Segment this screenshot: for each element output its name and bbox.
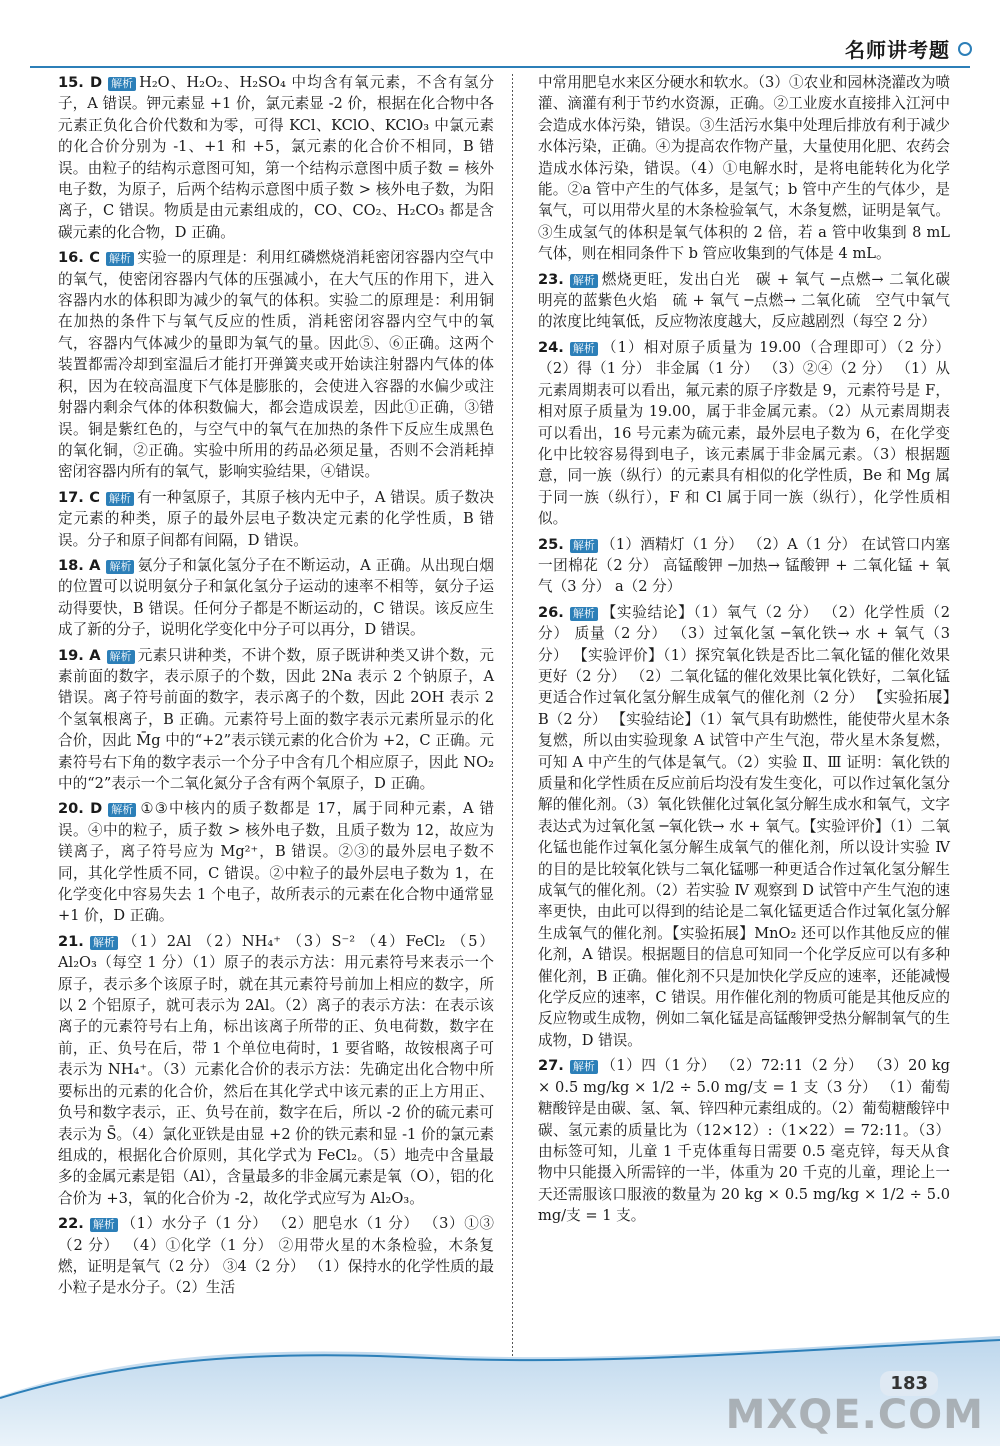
answer-number: 20. D: [58, 800, 103, 818]
analysis-tag: 解析: [570, 607, 598, 621]
watermark-logo: MXQE.COM: [725, 1392, 984, 1438]
answer-number: 24.: [538, 338, 564, 356]
page-number: 183: [880, 1371, 938, 1396]
answer-text: 中常用肥皂水来区分硬水和软水。（3）①农业和园林浇灌改为喷灌、滴灌有利于节约水资源，正确。②工业废水直接排入江河中会造成水体污染，错误。③生活污水集中处理后排放有利于减少水体污染，正确。④为提高农作物产量，大量使用化肥、农药会造成水体污染，错误。（4）①电解水时，是将电能转化为化学能。②a 管中产生的气体多，是氢气；b 管中产生的气体少，是氧气，可以用带火星的木条检验氧气，木条复燃，证明是氧气。③生成氢气的体积是氧气体积的 2 倍，若 a 管中收集到 8 mL 气体，则在相同条件下 b 管应收集到的气体是 4 mL。: [538, 74, 950, 263]
answer-text: ①③中核内的质子数都是 17，属于同种元素，A 错误。④中的粒子，质子数 > 核外电子数，且质子数为 12，故应为镁离子，离子符号应为 Mg²⁺，B 错误。②③的最外层电子数不同，其化学性质不同，C 错误。②中粒子的最外层电子数为 1，在化学变化中容易失去 1 个电子，故所表示的元素在化合物中通常显 +1 价，D 正确。: [58, 800, 494, 925]
answer-number: 25.: [538, 535, 564, 553]
answer-item: [538, 534, 950, 598]
analysis-tag: 解析: [90, 1218, 118, 1232]
answer-item: [58, 931, 494, 1209]
page-header: [845, 34, 972, 63]
answer-item: [58, 487, 494, 551]
right-column: [538, 72, 965, 1231]
header-rule: [30, 66, 970, 68]
answer-text: （1）四（1 分） （2）72:11（2 分） （3）20 kg × 0.5 mg/kg × 1/2 ÷ 5.0 mg/支 = 1 支（3 分） （1）葡萄糖酸锌是由碳、氢、氧、锌四种元素组成的。（2）葡萄糖酸锌中碳、氢元素的质量比为（12×12）:（1×22）= 72:11。（3）由标签可知，儿童 1 千克体重每日需要 0.5 毫克锌，每天从食物中只能摄入所需锌的一半，体重为 20 千克的儿童，理论上一天还需服该口服液的数量为 20 kg × 0.5 mg/kg × 1/2 ÷ 5.0 mg/支 = 1 支。: [538, 1057, 950, 1225]
answer-item: [538, 1055, 950, 1226]
answer-item: [58, 1213, 494, 1299]
answer-item: [58, 72, 494, 243]
left-column: [58, 72, 494, 1303]
analysis-tag: 解析: [570, 342, 598, 356]
answer-text: 【实验结论】（1）氧气（2 分） （2）化学性质（2 分） 质量（2 分） （3）过氧化氢 ─氧化铁→ 水 + 氧气（3 分） 【实验评价】（1）探究氧化铁是否比二氧化锰的催化效果更好（2 分） （2）二氧化锰的催化效果比氧化铁好，二氧化锰更适合作过氧化氢分解生成氧气的催化剂（2 分） 【实验拓展】B（2 分） 【实验结论】（1）氧气具有助燃性，能使带火星木条复燃，所以由实验现象 A 试管中产生气泡，带火星木条复燃，可知 A 中产生的气体是氧气。（2）实验 Ⅱ、Ⅲ 证明：氧化铁的质量和化学性质在反应前后均没有发生变化，可以作过氧化氢分解的催化剂。（3）氧化铁催化过氧化氢分解生成水和氧气，文字表达式为过氧化氢 ─氧化铁→ 水 + 氧气。【实验评价】（1）二氧化锰也能作过氧化氢分解生成氧气的催化剂，所以设计实验 Ⅳ 的目的是比较氧化铁与二氧化锰哪一种更适合作过氧化氢分解生成氧气的催化剂。（2）若实验 Ⅳ 观察到 D 试管中产生气泡的速率更快，由此可以得到的结论是二氧化锰更适合作过氧化氢分解生成氧气的催化剂。【实验拓展】MnO₂ 还可以作其他反应的催化剂，A 错误。根据题目的信息可知同一个化学反应可以有多种催化剂，B 正确。催化剂不只是加快化学反应的速率，还能减慢化学反应的速率，C 错误。用作催化剂的物质可能是其他反应的反应物或生成物，例如二氧化锰是高锰酸钾受热分解制氧气的生成物，D 错误。: [538, 603, 950, 1049]
answer-text: （1）2Al （2）NH₄⁺ （3）S⁻² （4）FeCl₂ （5）Al₂O₃（每空 1 分）（1）原子的表示方法：用元素符号来表示一个原子，表示多个该原子时，就在其元素符号前加上相应的数字，所以 2 个铝原子，就可表示为 2Al。（2）离子的表示方法：在表示该离子的元素符号右上角，标出该离子所带的正、负电荷数，数字在前，正、负号在后，带 1 个单位电荷时，1 要省略，故铵根离子可表示为 NH₄⁺。（3）元素化合价的表示方法：先确定出化合物中所要标出的元素的化合价，然后在其化学式中该元素的正上方用正、负号和数字表示，正、负号在前，数字在后，所以 -2 价的硫元素可表示为 S̄。（4）氯化亚铁是由显 +2 价的铁元素和显 -1 价的氯元素组成的，根据化合价原则，其化学式为 FeCl₂。（5）地壳中含量最多的金属元素是铝（Al），含量最多的非金属元素是氧（O），铝的化合价为 +3，氧的化合价为 -2，故化学式应写为 Al₂O₃。: [58, 932, 494, 1207]
analysis-tag: 解析: [108, 77, 136, 91]
answer-number: 23.: [538, 270, 564, 288]
answer-number: 18. A: [58, 556, 101, 574]
answer-number: 17. C: [58, 488, 100, 506]
answer-item: [538, 602, 950, 1052]
answer-item: [58, 645, 494, 795]
answer-text: （1）酒精灯（1 分） （2）A（1 分） 在试管口内塞一团棉花（2 分） 高锰酸钾 ─加热→ 锰酸钾 + 二氧化锰 + 氧气（3 分） a（2 分）: [538, 535, 950, 596]
analysis-tag: 解析: [570, 274, 598, 288]
answer-item: [58, 555, 494, 641]
answer-item: [538, 337, 950, 530]
analysis-tag: 解析: [106, 492, 134, 506]
analysis-tag: 解析: [108, 803, 136, 817]
analysis-tag: 解析: [570, 1060, 598, 1074]
answer-text: 燃烧更旺，发出白光 碳 + 氧气 ─点燃→ 二氧化碳 明亮的蓝紫色火焰 硫 + 氧气 ─点燃→ 二氧化硫 空气中氧气的浓度比纯氧低，反应物浓度越大，反应越剧烈（每空 2 分）: [538, 270, 965, 331]
answer-text: 实验一的原理是：利用红磷燃烧消耗密闭容器内空气中的氧气，使密闭容器内气体的压强减小，在大气压的作用下，进入容器内水的体积即为减少的氧气的体积。实验二的原理是：利用铜在加热的条件下与氧气反应的性质，消耗密闭容器内空气中的氧气，容器内气体减少的量即为氧气的量。因此⑤、⑥正确。这两个装置都需冷却到室温后才能打开弹簧夹或开始读注射器内气体的体积，因为在较高温度下气体是膨胀的，会使进入容器的水偏少或注射器内剩余气体的体积数偏大，都会造成误差，因此①正确，③错误。铜是紫红色的，与空气中的氧气在加热的条件下反应生成黑色的氧化铜，②正确。实验中所用的药品必须足量，否则不会消耗掉密闭容器内所有的氧气，影响实验结果，④错误。: [58, 249, 494, 481]
answer-item: [538, 269, 965, 333]
answer-number: 16. C: [58, 249, 100, 267]
answer-item: [538, 72, 950, 265]
analysis-tag: 解析: [107, 650, 135, 664]
column-divider: [512, 74, 513, 1374]
answer-text: （1）相对原子质量为 19.00（合理即可）（2 分） （2）得（1 分） 非金属（1 分） （3）②④（2 分） （1）从元素周期表可以看出，氟元素的原子序数是 9，元素符号是 F，相对原子质量为 19.00，属于非金属元素。（2）从元素周期表可以看出，16 号元素为硫元素，最外层电子数为 6，在化学变化中比较容易得到电子，该元素属于非金属元素。（3）根据题意，同一族（纵行）的元素具有相似的化学性质，Be 和 Mg 属于同一族（纵行），F 和 Cl 属于同一族（纵行），化学性质相似。: [538, 338, 950, 528]
analysis-tag: 解析: [90, 936, 118, 950]
answer-item: [58, 247, 494, 482]
answer-number: 27.: [538, 1057, 564, 1075]
answer-number: 22.: [58, 1215, 84, 1233]
analysis-tag: 解析: [570, 539, 598, 553]
header-title: 名师讲考题: [845, 38, 950, 62]
analysis-tag: 解析: [106, 252, 134, 266]
circle-icon: [958, 42, 972, 56]
answer-text: 有一种氢原子，其原子核内无中子，A 错误。质子数决定元素的种类，原子的最外层电子数决定元素的化学性质，B 错误。分子和原子间都有间隔，D 错误。: [58, 488, 494, 549]
answer-number: 21.: [58, 932, 84, 950]
answer-text: 元素只讲种类，不讲个数，原子既讲种类又讲个数，元素前面的数字，表示原子的个数，因此 2Na 表示 2 个钠原子，A 错误。离子符号前面的数字，表示离子的个数，因此 2OH 表示 2 个氢氧根离子，B 正确。元素符号上面的数字表示元素所显示的化合价，因此 M̄g 中的“+2”表示镁元素的化合价为 +2，C 正确。元素符号右下角的数字表示一个分子中含有几个相应原子，因此 NO₂ 中的“2”表示一个二氧化氮分子含有两个氧原子，D 正确。: [58, 646, 494, 792]
answer-item: [58, 798, 494, 926]
answer-number: 19. A: [58, 646, 101, 664]
answer-number: 26.: [538, 603, 564, 621]
answer-number: 15. D: [58, 74, 103, 91]
answer-text: H₂O、H₂O₂、H₂SO₄ 中均含有氧元素，不含有氢分子，A 错误。钾元素显 +1 价，氯元素显 -2 价，根据在化合物中各元素正负化合价代数和为零，可得 KCl、KClO、KClO₃ 中氯元素的化合价分别为 -1、+1 和 +5，氯元素的化合价不相同，B 错误。由粒子的结构示意图可知，第一个结构示意图中质子数 = 核外电子数，为原子，后两个结构示意图中质子数 > 核外电子数，为阳离子，C 错误。物质是由元素组成的，CO、CO₂、H₂CO₃ 都是含碳元素的化合物，D 正确。: [58, 74, 494, 241]
answer-text: 氨分子和氯化氢分子在不断运动，A 正确。从出现白烟的位置可以说明氨分子和氯化氢分子运动的速率不相等，氨分子运动得要快，B 错误。任何分子都是不断运动的，C 错误。该反应生成了新的分子，说明化学变化中分子可以再分，D 错误。: [58, 556, 494, 639]
analysis-tag: 解析: [106, 560, 134, 574]
answer-text: （1）水分子（1 分） （2）肥皂水（1 分） （3）①③（2 分） （4）①化学（1 分） ②用带火星的木条检验，木条复燃，证明是氧气（2 分） ③4（2 分） （1）保持水的化学性质的最小粒子是水分子。（2）生活: [58, 1215, 494, 1297]
